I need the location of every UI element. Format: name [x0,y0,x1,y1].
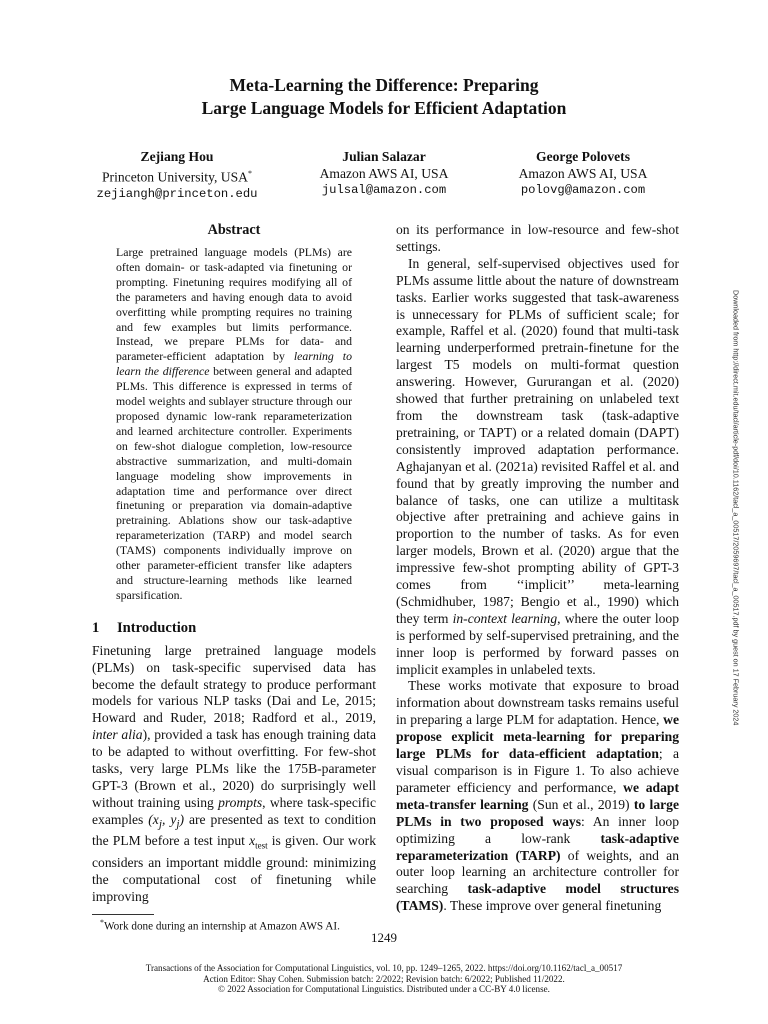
right-paragraph-2: These works motivate that exposure to broad information about downstream tasks remains useful in preparing a large PLM for adaptation. Hence, we propose explicit meta-learning for preparing large PLMs for data-efficient adaptation; a visual comparison is in Figure 1. To also achieve parameter efficiency and performance, we adapt meta-transfer learning (Sun et al., 2019) to large PLMs in two proposed ways: An inner loop optimizing a low-rank task-adaptive reparameterization (TARP) of weights, and an outer loop learning an architecture controller for searching task-adaptive model structures (TAMS). These improve over general finetuning [396,678,680,914]
paper-title [0,74,768,120]
footer-editor: Action Editor: Shay Cohen. Submission batch: 2/2022; Revision batch: 6/2022; Published 11/2022. [203,973,565,984]
author-block-2 [274,148,494,199]
footer-citation: Transactions of the Association for Computational Linguistics, vol. 10, pp. 1249–1265, 2022. https://doi.org/10.1162/tacl_a_00517 [145,963,623,973]
download-watermark: Downloaded from http://direct.mit.edu/tacl/article-pdf/doi/10.1162/tacl_a_00517/2059697/tacl_a_00517.pdf by guest on 17 February 2024 [731,290,741,726]
author-email[interactable]: polovg@amazon.com [520,183,646,197]
author-name: George Polovets [536,149,630,164]
title-line-1: Meta-Learning the Difference: Preparing [229,75,539,95]
author-name: Julian Salazar [342,149,426,164]
title-line-2: Large Language Models for Efficient Adaptation [201,98,567,118]
author-block-1 [67,148,287,203]
section-heading-introduction: 1 Introduction [92,619,197,636]
author-affiliation: Princeton University, USA* [102,169,252,185]
abstract-text: Large pretrained language models (PLMs) are often domain- or task-adapted via finetuning or prompting. Finetuning requires modifying all of the parameters and having enough data to avoid overfitting while prompting requires no training and few examples but limits performance. Instead, we prepare PLMs for data- and parameter-efficient adaptation by learning to learn the difference between general and adapted PLMs. This difference is expressed in terms of model weights and sublayer structure through our proposed dynamic low-rank reparameterization and learned architecture controller. Experiments on few-shot dialogue completion, low-resource abstractive summarization, and multi-domain language modeling show improvements in adaptation time and performance over direct finetuning or preparation via domain-adaptive pretraining. Ablations show our task-adaptive reparameterization (TARP) and model search (TAMS) components individually improve on other parameter-efficient transfer like adapters and structure-learning methods like learned sparsification. [116,245,352,602]
footnote: *Work done during an internship at Amazon AWS AI. [100,917,340,933]
author-name: Zejiang Hou [140,149,214,164]
right-column [396,222,679,915]
abstract-heading: Abstract [207,222,261,238]
left-column [92,222,376,933]
journal-footer [0,963,768,995]
affiliation-mark: * [248,169,252,178]
author-email[interactable]: julsal@amazon.com [321,183,447,197]
math-expression: ($x_j$, $y_j$) [148,811,185,831]
author-email[interactable]: zejiangh@princeton.edu [96,186,258,201]
footer-license: © 2022 Association for Computational Linguistics. Distributed under a CC-BY 4.0 license. [218,984,550,994]
footnote-rule [92,914,154,915]
right-paragraph-0: on its performance in low-resource and few-shot settings. [396,222,679,254]
page-number: 1249 [371,930,397,945]
right-paragraph-1: In general, self-supervised objectives used for PLMs assume little about the nature of downstream tasks. Earlier works suggested that task-awareness is unnecessary for PLMs of sufficient scale; for example, Raffel et al. (2020) found that multi-task learning underperformed pretrain-finetune for the largest T5 models on multi-format question answering. However, Gururangan et al. (2020) showed that further pretraining on unlabeled text from the downstream task (task-adaptive pretraining, or TAPT) or a related domain (DAPT) consistently improved adaptation performance. Aghajanyan et al. (2021a) revisited Raffel et al. and found that by greatly improving the number and balance of tasks, one can utilize a multitask objective after pretraining and achieve gains in proportion to the number of tasks. As for even larger models, Brown et al. (2020) argue that the impressive few-shot prompting ability of GPT-3 comes from ‘‘implicit’’ meta-learning (Schmidhuber, 1987; Bengio et al., 1990) which they term in-context learning, where the outer loop is performed by self-supervised pretraining, and the inner loop is performed by forward passes on implicit examples in unlabeled texts. [396,255,680,677]
author-affiliation: Amazon AWS AI, USA [319,166,449,181]
author-affiliation: Amazon AWS AI, USA [518,166,648,181]
author-block-3 [473,148,693,199]
intro-paragraph-1: Finetuning large pretrained language models (PLMs) on task-specific supervised data has become the default strategy to produce performant models for various NLP tasks (Dai and Le, 2015; Howard and Ruder, 2018; Radford et al., 2019, inter alia), provided a task has enough training data to be adapted to without overfitting. For few-shot tasks, very large PLMs like the 175B-parameter GPT-3 (Brown et al., 2020) do surprisingly well without training using prompts, where task-specific examples ($x_j$, $y_j$) are presented as text to condition the PLM before a test input $x_{test}$ is given. Our work considers an important middle ground: minimizing the computational cost of finetuning while improving [92,642,376,904]
